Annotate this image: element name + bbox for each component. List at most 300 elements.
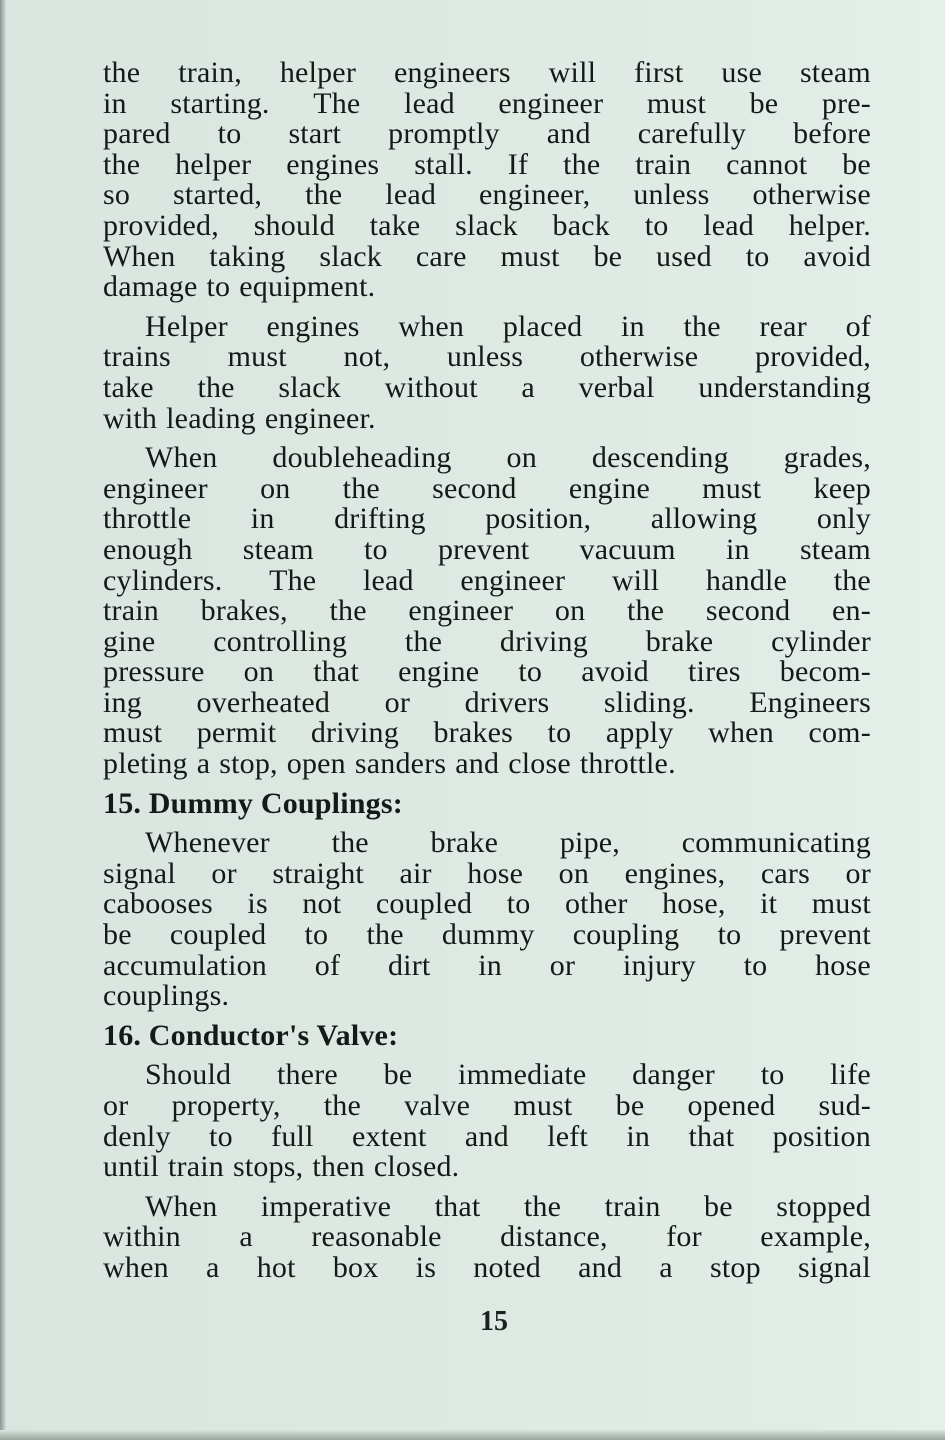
paragraph — [103, 1060, 871, 1182]
text-line — [103, 208, 871, 242]
word: engineer, — [479, 178, 591, 212]
word: only — [816, 502, 871, 536]
word: care — [415, 239, 467, 273]
word: train — [103, 594, 159, 628]
word: The — [269, 563, 317, 597]
word: slack — [455, 208, 518, 242]
paragraph-gap — [103, 1183, 871, 1192]
word: unless — [633, 178, 710, 212]
word: to — [206, 270, 231, 304]
word: back — [552, 208, 610, 242]
word: position, — [485, 502, 592, 536]
text-line — [103, 86, 871, 120]
word: must — [227, 340, 287, 374]
word: be — [593, 239, 623, 273]
word: then — [312, 1150, 365, 1184]
text-line — [103, 624, 871, 658]
word: or — [103, 1089, 129, 1122]
text-line — [103, 1222, 871, 1253]
word: box — [332, 1250, 379, 1284]
word: on — [243, 655, 275, 689]
word: allowing — [650, 502, 758, 536]
word: of — [845, 309, 871, 343]
word: dummy — [441, 918, 535, 952]
word: it — [760, 887, 778, 921]
scan-left-edge — [0, 0, 6, 1440]
text-line — [103, 749, 871, 780]
word: be — [704, 1189, 733, 1223]
word: be — [103, 918, 132, 952]
word: otherwise — [752, 178, 871, 212]
word: imperative — [260, 1189, 392, 1223]
paragraph — [103, 443, 871, 780]
word: permit — [196, 716, 277, 750]
word: trains — [103, 340, 171, 374]
word: to — [717, 918, 742, 952]
word: engineer — [460, 563, 566, 597]
word: driving — [310, 716, 399, 750]
word: engineer. — [264, 401, 376, 435]
word: coupled — [375, 887, 473, 921]
word: provided, — [755, 340, 871, 374]
word: when — [398, 309, 465, 343]
text-line — [103, 532, 871, 566]
word: be — [615, 1089, 645, 1122]
word: taking — [209, 239, 286, 273]
word: to — [547, 716, 572, 750]
scan-bottom-edge — [0, 1430, 945, 1440]
word: the — [342, 471, 380, 505]
section-heading — [103, 1018, 871, 1052]
word: keep — [813, 471, 871, 505]
word: the — [331, 826, 369, 860]
word: open — [286, 747, 346, 781]
word: accumulation — [103, 948, 268, 982]
word: com- — [808, 716, 871, 750]
word: vacuum — [579, 532, 676, 566]
word: denly — [103, 1119, 171, 1153]
word: opened — [687, 1089, 776, 1122]
word: full — [271, 1119, 314, 1153]
word: will — [611, 563, 660, 597]
word: When — [145, 441, 218, 475]
word: understanding — [698, 370, 871, 404]
word: the — [626, 594, 665, 628]
word: started, — [173, 178, 263, 212]
word: the — [683, 309, 721, 343]
word: brakes — [433, 716, 513, 750]
word: brake — [430, 826, 499, 860]
word: when — [708, 716, 774, 750]
word: and — [578, 1250, 623, 1284]
word: starting. — [170, 86, 270, 120]
word: engine — [398, 655, 480, 689]
word: that — [434, 1189, 481, 1223]
word: and — [455, 747, 500, 781]
word: stop — [709, 1250, 761, 1284]
word: be — [383, 1058, 413, 1092]
word: and — [464, 1119, 509, 1153]
word: engineer — [408, 594, 514, 628]
word: hot — [256, 1250, 296, 1284]
word: on — [506, 441, 537, 475]
text-line — [103, 981, 871, 1012]
word: will — [548, 56, 597, 89]
word: not, — [343, 340, 391, 374]
word: hose, — [662, 887, 726, 921]
word: on — [554, 594, 586, 628]
word: to — [760, 1058, 785, 1092]
word: overheated — [196, 685, 331, 719]
word: stall. — [414, 147, 473, 181]
word: helper. — [788, 208, 871, 242]
text-line — [103, 1250, 871, 1284]
word: in — [626, 1119, 651, 1153]
text-line — [103, 889, 871, 920]
word: be — [842, 147, 871, 181]
word: until — [103, 1150, 160, 1184]
word: otherwise — [579, 340, 699, 374]
word: train — [168, 1150, 224, 1184]
text-line — [103, 718, 871, 749]
word: throttle. — [579, 747, 676, 781]
word: to — [644, 208, 669, 242]
word: sliding. — [603, 685, 695, 719]
word: engines — [286, 147, 380, 181]
word: to — [745, 239, 770, 273]
word: there — [276, 1058, 338, 1092]
word: to — [743, 948, 768, 982]
word: placed — [502, 309, 583, 343]
word: Whenever — [145, 826, 270, 860]
word: in — [621, 309, 645, 343]
text-line — [103, 657, 871, 688]
word: pre- — [821, 86, 871, 120]
word: start — [288, 117, 342, 151]
word: in — [478, 948, 502, 982]
text-line — [103, 272, 871, 303]
word: damage — [103, 270, 198, 304]
word: When — [103, 239, 176, 273]
word: the — [103, 147, 141, 181]
word: the — [103, 56, 141, 89]
word: of — [314, 948, 341, 982]
word: property, — [171, 1089, 281, 1122]
word: stop, — [219, 747, 278, 781]
word: must — [500, 239, 560, 273]
word: the — [366, 918, 404, 952]
word: injury — [622, 948, 696, 982]
word: in — [250, 502, 275, 536]
word: that — [688, 1119, 735, 1153]
text-line: 15. Dummy Couplings: — [103, 786, 403, 820]
word: position — [772, 1119, 871, 1153]
word: to — [363, 532, 388, 566]
word: prevent — [437, 532, 530, 566]
word: or — [211, 856, 237, 890]
word: lead — [362, 563, 414, 597]
text-line — [103, 1091, 871, 1122]
word: brakes, — [200, 594, 288, 628]
word: must — [811, 887, 871, 921]
word: on — [260, 471, 291, 505]
word: handle — [705, 563, 788, 597]
word: slack — [278, 370, 341, 404]
word: engine — [568, 471, 650, 505]
word: cabooses — [103, 887, 213, 921]
word: dirt — [387, 948, 431, 982]
word: lead — [404, 86, 455, 120]
word: noted — [473, 1250, 541, 1284]
word: verbal — [578, 370, 655, 404]
word: unless — [446, 340, 524, 374]
text-line — [103, 948, 871, 982]
word: must — [646, 86, 706, 120]
word: equipment. — [239, 270, 376, 304]
word: closed. — [373, 1150, 460, 1184]
word: air — [399, 856, 432, 890]
word: engines — [266, 309, 360, 343]
text-line — [103, 471, 871, 505]
word: reasonable — [311, 1220, 442, 1254]
word: the — [305, 178, 343, 212]
word: danger — [632, 1058, 715, 1092]
word: must — [702, 471, 762, 505]
word: second — [432, 471, 517, 505]
word: pressure — [103, 655, 205, 689]
word: so — [103, 178, 131, 212]
word: or — [549, 948, 576, 982]
word: valve — [404, 1089, 471, 1122]
word: must — [103, 716, 163, 750]
word: to — [518, 655, 543, 689]
text-line — [103, 1189, 871, 1223]
word: drivers — [464, 685, 550, 719]
word: and — [546, 117, 591, 151]
word: should — [253, 208, 335, 242]
text-line — [103, 856, 871, 890]
text-line — [103, 309, 871, 343]
paragraph-gap — [103, 434, 871, 443]
word: to — [304, 918, 329, 952]
word: immediate — [458, 1058, 587, 1092]
word: the — [197, 370, 235, 404]
word: is — [415, 1250, 437, 1284]
word: engineer — [103, 471, 208, 505]
text-line — [103, 920, 871, 951]
word: lead — [703, 208, 754, 242]
word: If — [507, 147, 529, 181]
word: stopped — [776, 1189, 871, 1223]
word: life — [830, 1058, 871, 1092]
paragraph — [103, 1189, 871, 1284]
text-line — [103, 443, 871, 474]
word: driving — [499, 624, 588, 658]
word: grades, — [783, 441, 871, 475]
word: first — [634, 56, 684, 89]
text-line — [103, 239, 871, 273]
word: the — [523, 1189, 562, 1223]
text-line — [103, 147, 871, 181]
word: to — [217, 117, 242, 151]
word: use — [721, 56, 762, 89]
text-line — [103, 1060, 871, 1091]
word: a — [521, 370, 535, 404]
word: extent — [352, 1119, 427, 1153]
word: must — [513, 1089, 573, 1122]
word: drifting — [334, 502, 426, 536]
word: for — [666, 1220, 702, 1254]
word: example, — [760, 1220, 871, 1254]
word: before — [793, 117, 871, 151]
word: doubleheading — [272, 441, 452, 475]
word: Helper — [145, 309, 228, 343]
word: coupled — [169, 918, 267, 952]
word: cylinder — [771, 624, 871, 658]
word: the — [329, 594, 367, 628]
word: is — [247, 887, 268, 921]
word: Engineers — [749, 685, 871, 719]
text-line: 16. Conductor's Valve: — [103, 1018, 399, 1052]
word: or — [384, 685, 411, 719]
word: cannot — [726, 147, 808, 181]
word: left — [547, 1119, 588, 1153]
word: avoid — [803, 239, 871, 273]
word: be — [749, 86, 779, 120]
word: pipe, — [559, 826, 621, 860]
word: train — [635, 147, 692, 181]
paragraph — [103, 309, 871, 435]
word: other — [564, 887, 628, 921]
paragraph — [103, 58, 871, 303]
word: in — [103, 86, 127, 120]
word: When — [145, 1189, 218, 1223]
word: close — [508, 747, 571, 781]
page-text — [103, 58, 871, 1284]
word: cylinders. — [103, 563, 223, 597]
word: descending — [591, 441, 729, 475]
word: controlling — [213, 624, 348, 658]
word: provided, — [103, 208, 219, 242]
word: the — [833, 563, 871, 597]
text-line — [103, 180, 871, 211]
text-line — [103, 504, 871, 535]
word: helper — [175, 147, 252, 181]
word: communicating — [681, 826, 871, 860]
word: enough — [103, 532, 193, 566]
word: couplings. — [103, 979, 230, 1013]
word: sanders — [354, 747, 447, 781]
section-heading — [103, 786, 871, 820]
word: leading — [166, 401, 256, 435]
text-line — [103, 401, 871, 435]
word: cars — [760, 856, 810, 890]
word: a — [239, 1220, 253, 1254]
text-line — [103, 563, 871, 597]
word: the — [323, 1089, 361, 1122]
word: used — [656, 239, 712, 273]
word: steam — [242, 532, 314, 566]
word: gine — [103, 624, 156, 658]
word: take — [103, 370, 154, 404]
word: steam — [799, 56, 871, 89]
word: carefully — [637, 117, 747, 151]
word: promptly — [388, 117, 500, 151]
word: engineer — [498, 86, 604, 120]
word: signal — [798, 1250, 871, 1284]
paragraph — [103, 828, 871, 1012]
word: The — [313, 86, 361, 120]
text-line — [103, 596, 871, 627]
text-line — [103, 828, 871, 859]
word: straight — [272, 856, 364, 890]
word: second — [705, 594, 791, 628]
word: lead — [385, 178, 437, 212]
word: with — [103, 401, 158, 435]
word: to — [506, 887, 531, 921]
word: hose — [467, 856, 524, 890]
text-line — [103, 58, 871, 89]
word: train — [604, 1189, 661, 1223]
word: the — [563, 147, 601, 181]
word: without — [384, 370, 478, 404]
word: sud- — [818, 1089, 871, 1122]
word: distance, — [500, 1220, 608, 1254]
text-line — [103, 370, 871, 404]
word: pared — [103, 117, 171, 151]
word: prevent — [779, 918, 871, 952]
text-line — [103, 685, 871, 719]
word: the — [404, 624, 443, 658]
word: on — [558, 856, 590, 890]
word: engineers — [393, 56, 511, 89]
word: en- — [832, 594, 871, 628]
word: pleting — [103, 747, 188, 781]
word: hose — [815, 948, 871, 982]
word: brake — [645, 624, 714, 658]
word: that — [313, 655, 359, 689]
word: avoid — [581, 655, 649, 689]
word: slack — [319, 239, 382, 273]
word: not — [302, 887, 342, 921]
word: signal — [103, 856, 176, 890]
word: throttle — [103, 502, 192, 536]
word: Should — [145, 1058, 232, 1092]
text-line — [103, 1152, 871, 1183]
word: or — [845, 856, 871, 890]
word: train, — [178, 56, 242, 89]
word: rear — [759, 309, 807, 343]
word: ing — [103, 685, 142, 719]
word: in — [725, 532, 750, 566]
text-line — [103, 342, 871, 373]
word: to — [209, 1119, 233, 1153]
word: within — [103, 1220, 181, 1254]
page-number: 15 — [480, 1306, 508, 1337]
word: apply — [605, 716, 674, 750]
word: a — [205, 1250, 220, 1284]
word: when — [103, 1250, 169, 1284]
word: tires — [688, 655, 741, 689]
text-line — [103, 1119, 871, 1153]
word: coupling — [572, 918, 680, 952]
word: helper — [279, 56, 357, 89]
word: engines, — [624, 856, 726, 890]
word: stops, — [233, 1150, 304, 1184]
word: becom- — [779, 655, 871, 689]
text-line — [103, 119, 871, 150]
word: a — [196, 747, 211, 781]
